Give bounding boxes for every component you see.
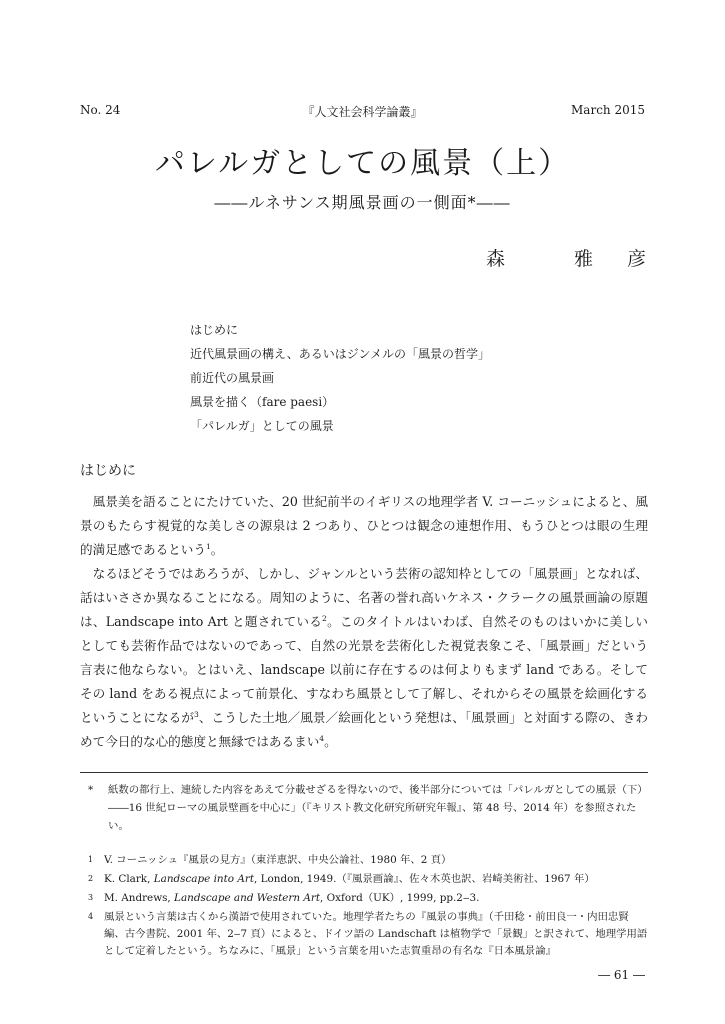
article-subtitle: ――ルネサンス期風景画の一側面*―― <box>214 193 511 212</box>
journal-title: 『人文社会科学論叢』 <box>302 105 423 119</box>
article-title: パレルガとしての風景（上） <box>154 146 571 181</box>
toc-item: 近代風景画の構え、あるいはジンメルの「風景の哲学」 <box>190 347 491 361</box>
author-name <box>486 244 646 271</box>
footnote-ref: 4 <box>319 734 325 743</box>
journal-issue: No. 24 <box>80 103 121 117</box>
table-of-contents <box>190 318 490 438</box>
footnotes <box>88 852 648 962</box>
book-title: Landscape and Western Art <box>174 892 321 904</box>
footnote-mark: * <box>88 784 94 796</box>
footnote-ref: 2 <box>322 614 327 623</box>
footnote-text: 風景という言葉は古くから漢語で使用されていた。地理学者たちの『風景の事典』（千田稔・前田良一・内田忠賢編、古今書院、2001 年、2‒7 頁）によると、ドイツ語の Landschaft は植物学で「景観」と訳されて、地理学用語として定着したという。ちなみに、「風景」という言葉を用いた志賀重昂の有名な『日本風景論』 <box>104 911 648 957</box>
author-name-part: 雅 <box>573 248 593 270</box>
footnote-item <box>88 852 648 869</box>
footnote-ref: 1 <box>205 542 211 551</box>
author-name-part: 森 <box>486 248 506 270</box>
toc-item: 前近代の風景画 <box>190 371 275 385</box>
footnote-asterisk <box>88 781 648 835</box>
footnote-item: 3 M. Andrews, Landscape and Western Art, Oxford（UK）, 1999, pp.2‒3. <box>88 890 648 907</box>
paragraph: なるほどそうではあろうが、しかし、ジャンルという芸術の認知枠としての「風景画」となれば、話はいささか異なることになる。周知のように、名著の誉れ高いケネス・クラークの風景画論の原題は、Landscape into Art と題されている$^2$。このタイトルはいわば、自然そのものはいかに美しいとしても芸術作品ではないのであって、自然の光景を芸術化した視覚表象こそ、「風景画」だという言表に他ならない。とはいえ、landscape 以前に存在するのは何よりもまず land である。そしてその land をある視点によって前景化、すなわち風景として了解し、それからその風景を絵画化するということになるが$^3$、こうした土地／風景／絵画化という発想は、「風景画」と対面する際の、きわめて今日的な心的態度と無縁ではあるまい$^4$。 <box>80 566 649 749</box>
page-number: ― 61 ― <box>598 968 645 982</box>
footnote-number: 4 <box>88 912 94 921</box>
book-title: Landscape into Art <box>153 873 255 885</box>
toc-item: はじめに <box>190 323 239 337</box>
footnote-text: 紙数の都行上、連続した内容をあえて分載せざるを得ないので、後半部分については「パレルガとしての風景（下）――16 世紀ローマの風景壁画を中心に」（『キリスト教文化研究所研究年報』、第 48 号、2014 年）を参照されたい。 <box>108 784 648 832</box>
footnote-number: 1 <box>88 855 94 864</box>
publication-date: March 2015 <box>571 103 645 117</box>
author-name-part: 彦 <box>626 248 646 270</box>
footnote-text: V. コーニッシュ『風景の見方』（東洋恵訳、中央公論社、1980 年、2 頁） <box>104 854 452 866</box>
body-text <box>80 490 648 754</box>
toc-item: 風景を描く（fare paesi） <box>190 395 335 409</box>
footnote-divider <box>80 772 648 773</box>
footnote-item <box>88 909 648 960</box>
footnote-ref: 3 <box>194 710 199 719</box>
section-heading: はじめに <box>80 463 136 479</box>
footnote-number: 3 <box>88 893 94 902</box>
footnote-number: 2 <box>88 874 94 883</box>
paragraph: 風景美を語ることにたけていた、20 世紀前半のイギリスの地理学者 V. コーニッシュによると、風景のもたらす視覚的な美しさの源泉は 2 つあり、ひとつは観念の連想作用、もうひとつは眼の生理的満足感であるという$^1$。 <box>80 494 648 557</box>
footnote-item: 2 K. Clark, Landscape into Art, London, 1949.（『風景画論』、佐々木英也訳、岩崎美術社、1967 年） <box>88 871 648 888</box>
toc-item: 「パレルガ」としての風景 <box>190 419 334 433</box>
